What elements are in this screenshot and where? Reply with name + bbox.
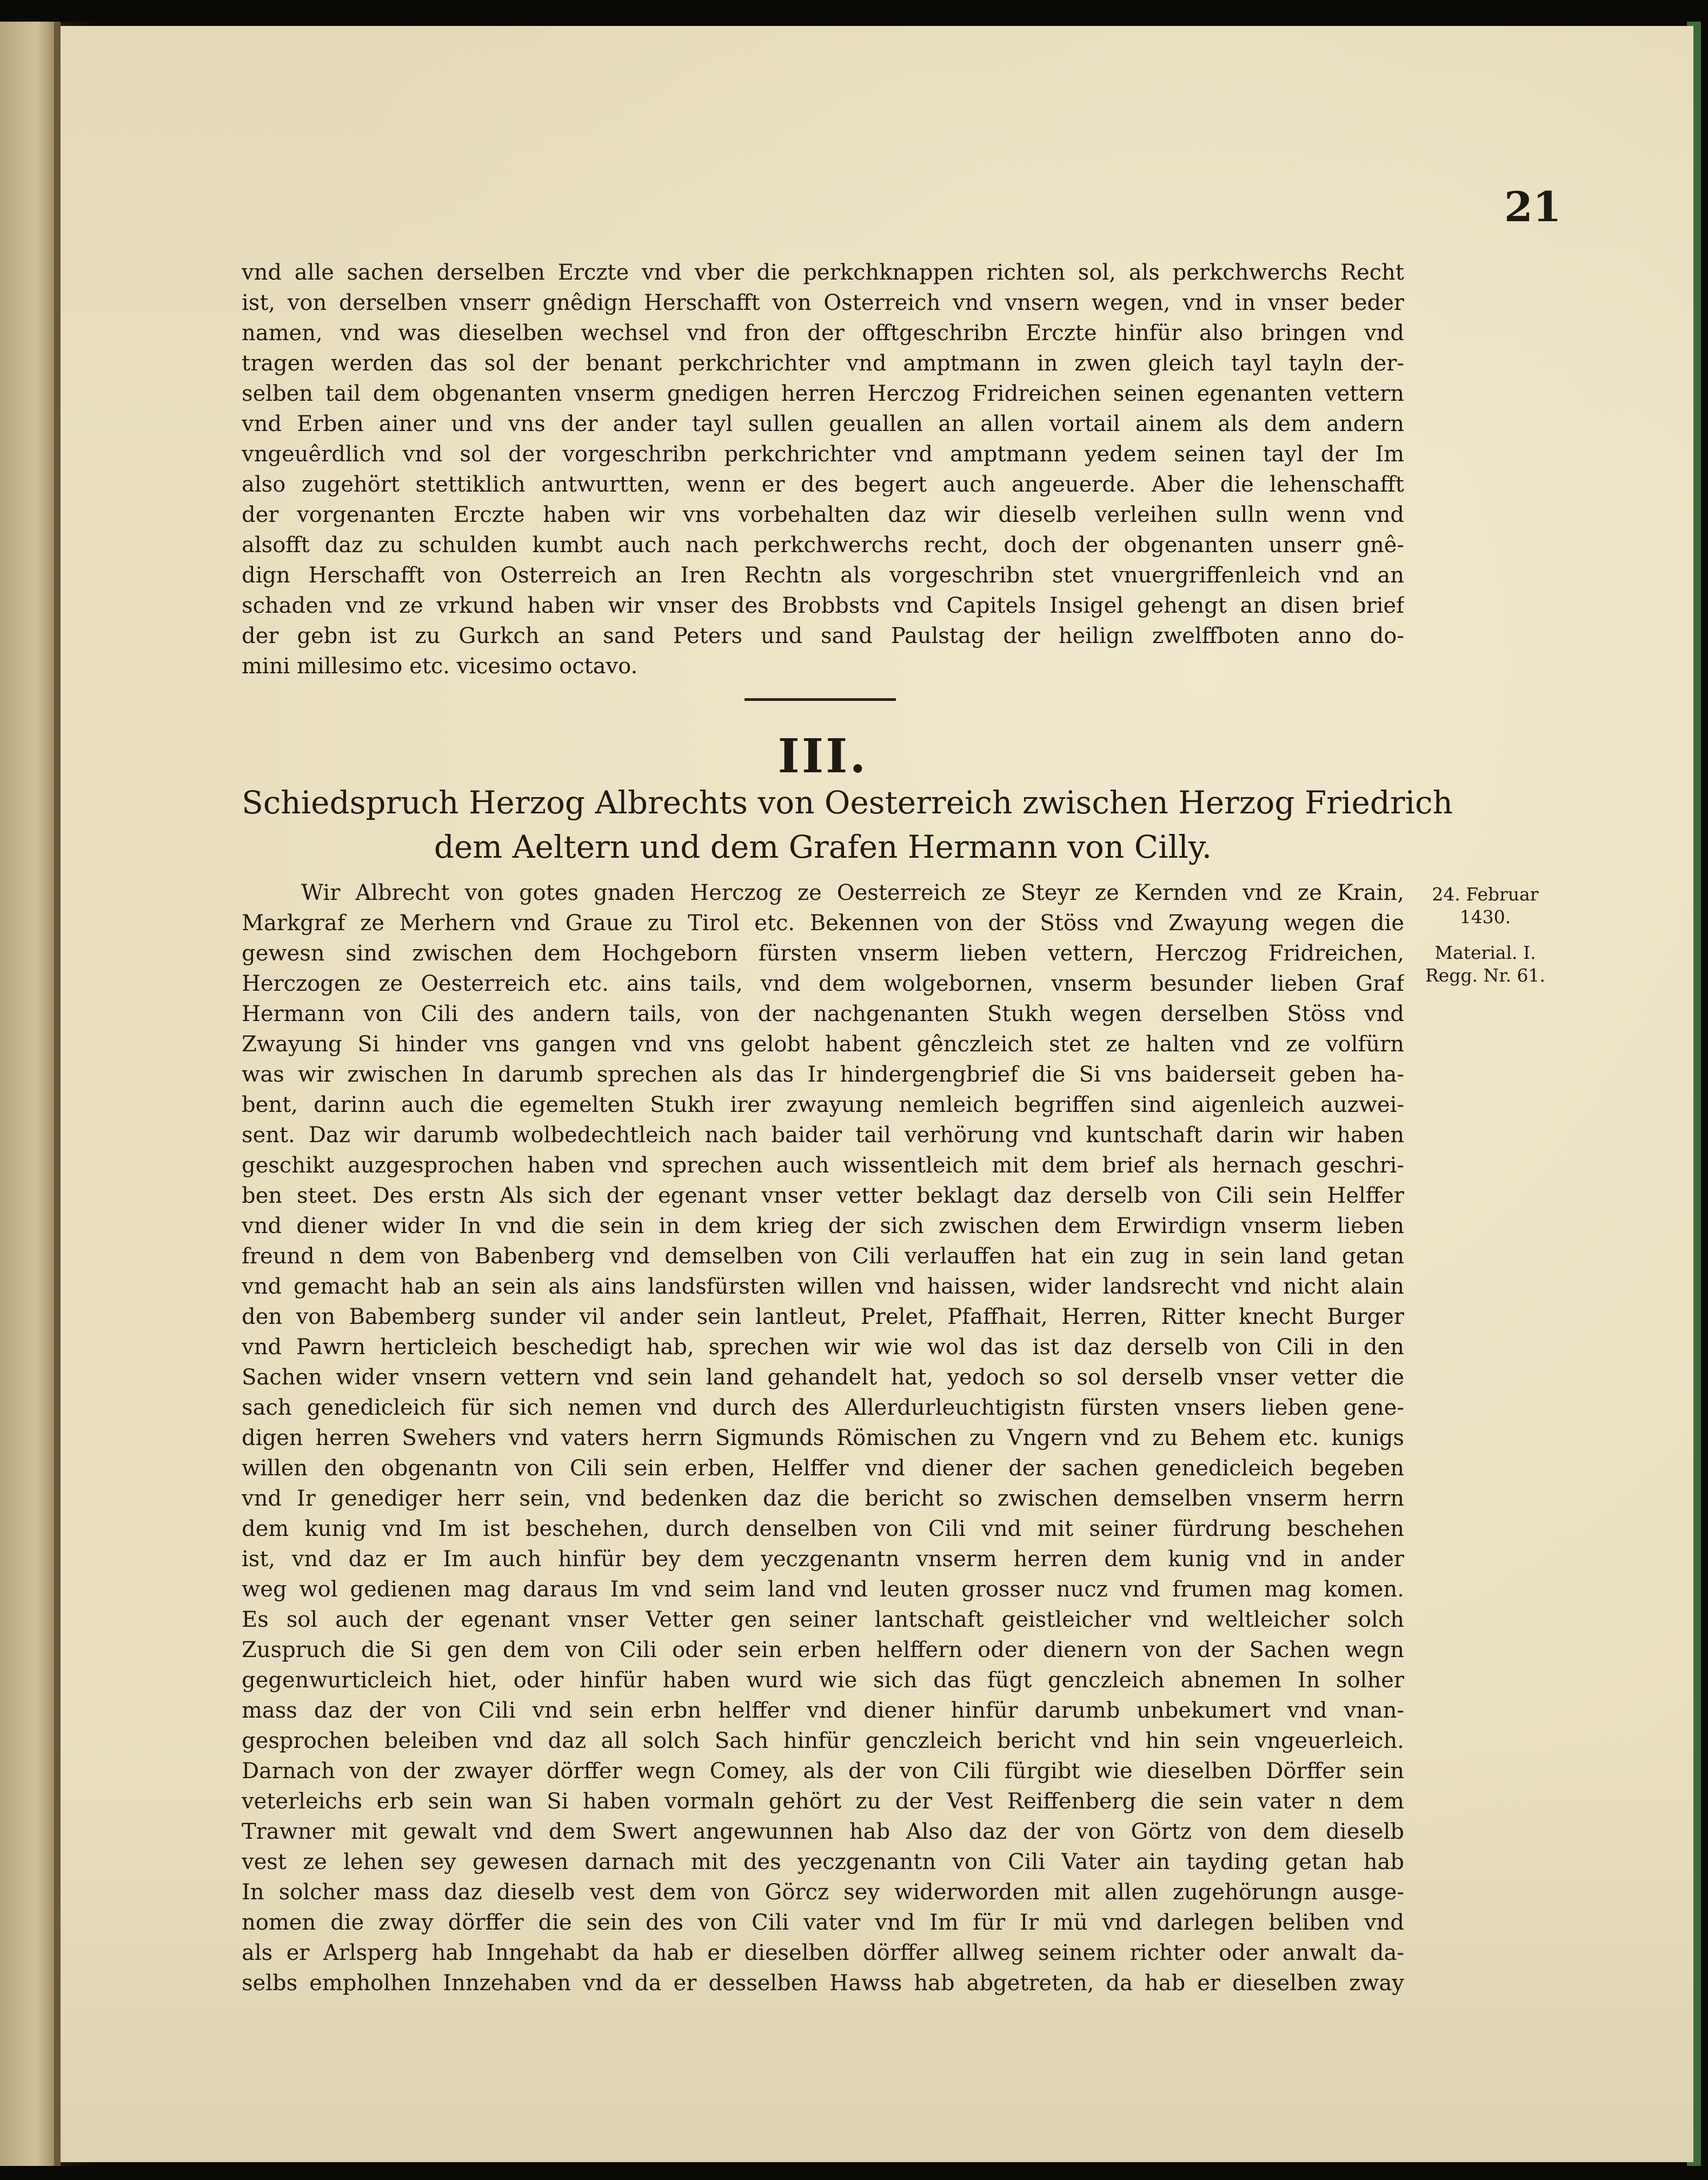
book-page [61, 26, 1693, 2162]
marginal-source: Material. I. [1434, 942, 1536, 963]
text-line: geschikt auzgesprochen haben vnd sprechen auch wissentleich mit dem brief als hernach geschri- [242, 1153, 1404, 1178]
text-line: selbs empholhen Innzehaben vnd da er desselben Hawss hab abgetreten, da hab er dieselben zway [242, 1971, 1404, 1996]
text-line: was wir zwischen In darumb sprechen als das Ir hindergengbrief die Si vns baiderseit geben ha- [242, 1062, 1404, 1087]
text-line: Herczogen ze Oesterreich etc. ains tails, vnd dem wolgebornen, vnserm besunder lieben Graf [242, 971, 1404, 996]
text-line: alsofft daz zu schulden kumbt auch nach perkchwerchs recht, doch der obgenanten unserr gnê- [242, 533, 1404, 558]
text-line: vnd Pawrn herticleich beschedigt hab, sprechen wir wie wol das ist daz derselb von Cili in den [242, 1335, 1404, 1360]
section-number: III. [777, 729, 868, 784]
text-line: digen herren Swehers vnd vaters herrn Sigmunds Römischen zu Vngern vnd zu Behem etc. kunigs [242, 1426, 1404, 1450]
text-line: In solcher mass daz dieselb vest dem von Görcz sey widerworden mit allen zugehörungn ausge- [242, 1880, 1404, 1905]
text-line: Zwayung Si hinder vns gangen vnd vns gelobt habent gênczleich stet ze halten vnd ze volfürn [242, 1032, 1404, 1057]
text-line: Markgraf ze Merhern vnd Graue zu Tirol etc. Bekennen von der Stöss vnd Zwayung wegen die [242, 911, 1404, 936]
text-line: der vorgenanten Erczte haben wir vns vorbehalten daz wir dieselb verleihen sulln wenn vnd [242, 502, 1404, 527]
text-line: weg wol gedienen mag daraus Im vnd seim land vnd leuten grosser nucz vnd frumen mag komen. [242, 1577, 1404, 1602]
text-line: als er Arlsperg hab Inngehabt da hab er dieselben dörffer allweg seinem richter oder anwalt da- [242, 1940, 1404, 1965]
facing-page-edge [0, 22, 61, 2166]
text-line: Es sol auch der egenant vnser Vetter gen seiner lantschaft geistleicher vnd weltleicher solch [242, 1607, 1404, 1632]
page-number: 21 [1504, 183, 1561, 231]
text-line: dem kunig vnd Im ist beschehen, durch denselben von Cili vnd mit seiner fürdrung beschehen [242, 1516, 1404, 1541]
text-line: vnd Ir genediger herr sein, vnd bedenken daz die bericht so zwischen demselben vnserm herrn [242, 1486, 1404, 1511]
text-line: sent. Daz wir darumb wolbedechtleich nach baider tail verhörung vnd kuntschaft darin wir haben [242, 1123, 1404, 1148]
section-divider [745, 698, 896, 701]
text-line: Darnach von der zwayer dörffer wegn Comey, als der von Cili fürgibt wie dieselben Dörffer sein [242, 1759, 1404, 1784]
section-title-line: dem Aeltern und dem Grafen Hermann von Cilly. [434, 829, 1212, 865]
text-line: veterleichs erb sein wan Si haben vormaln gehört zu der Vest Reiffenberg die sein vater n dem [242, 1789, 1404, 1814]
text-line: vnd Erben ainer und vns der ander tayl sullen geuallen an allen vortail ainem als dem andern [242, 412, 1404, 436]
text-line: freund n dem von Babenberg vnd demselben von Cili verlauffen hat ein zug in sein land getan [242, 1244, 1404, 1269]
text-line: gesprochen beleiben vnd daz all solch Sach hinfür genczleich bericht vnd hin sein vngeuerleich. [242, 1728, 1404, 1753]
text-line: den von Babemberg sunder vil ander sein lantleut, Prelet, Pfaffhait, Herren, Ritter knecht Burger [242, 1304, 1404, 1329]
text-line: also zugehört stettiklich antwurtten, wenn er des begert auch angeuerde. Aber die lehenschafft [242, 472, 1404, 497]
text-line: dign Herschafft von Osterreich an Iren Rechtn als vorgeschribn stet vnuergriffenleich vnd an [242, 563, 1404, 588]
text-line: selben tail dem obgenanten vnserm gnedigen herren Herczog Fridreichen seinen egenanten vettern [242, 381, 1404, 406]
text-line: ist, von derselben vnserr gnêdign Herschafft von Osterreich vnd vnsern wegen, vnd in vnser beder [242, 290, 1404, 315]
text-line: vnd gemacht hab an sein als ains landsfürsten willen vnd haissen, wider landsrecht vnd nicht alain [242, 1274, 1404, 1299]
document-body [242, 878, 1404, 1998]
text-line: Hermann von Cili des andern tails, von der nachgenanten Stukh wegen derselben Stöss vnd [242, 1002, 1404, 1026]
section-title [242, 780, 1453, 869]
text-line: sach genedicleich für sich nemen vnd durch des Allerdurleuchtigistn fürsten vnsers lieben gene- [242, 1395, 1404, 1420]
marginal-year: 1430. [1459, 906, 1511, 927]
text-line: tragen werden das sol der benant perkchrichter vnd amptmann in zwen gleich tayl tayln der- [242, 351, 1404, 376]
text-line: Zuspruch die Si gen dem von Cili oder sein erben helffern oder dienern von der Sachen wegn [242, 1638, 1404, 1662]
text-line: gegenwurticleich hiet, oder hinfür haben wurd wie sich das fügt genczleich abnemen In solher [242, 1668, 1404, 1693]
marginal-note [1412, 883, 1558, 987]
text-line: schaden vnd ze vrkund haben wir vnser des Brobbsts vnd Capitels Insigel gehengt an disen brief [242, 593, 1404, 618]
text-line: vest ze lehen sey gewesen darnach mit des yeczgenantn von Cili Vater ain tayding getan hab [242, 1850, 1404, 1874]
text-line: vngeuêrdlich vnd sol der vorgeschribn perkchrichter vnd amptmann yedem seinen tayl der Im [242, 442, 1404, 467]
marginal-spacer [1412, 929, 1558, 942]
text-line: vnd alle sachen derselben Erczte vnd vber die perkchknappen richten sol, als perkchwerchs Recht [242, 260, 1404, 285]
section-title-line: Schiedspruch Herzog Albrechts von Oesterreich zwischen Herzog Friedrich [242, 784, 1453, 821]
text-line: Sachen wider vnsern vettern vnd sein land gehandelt hat, yedoch so sol derselb vnser vetter die [242, 1365, 1404, 1390]
text-line: gewesn sind zwischen dem Hochgeborn fürsten vnserm lieben vettern, Herczog Fridreichen, [242, 941, 1404, 966]
previous-document-text [242, 257, 1404, 681]
marginal-regg: Regg. Nr. 61. [1425, 965, 1546, 986]
text-line: willen den obgenantn von Cili sein erben, Helffer vnd diener der sachen genedicleich begeben [242, 1456, 1404, 1481]
text-line: ben steet. Des erstn Als sich der egenant vnser vetter beklagt daz derselb von Cili sein Helffer [242, 1183, 1404, 1208]
text-line: mini millesimo etc. vicesimo octavo. [242, 654, 638, 679]
text-line: nomen die zway dörffer die sein des von Cili vater vnd Im für Ir mü vnd darlegen beliben vnd [242, 1910, 1404, 1935]
text-line: bent, darinn auch die egemelten Stukh irer zwayung nemleich begriffen sind aigenleich auzwei- [242, 1092, 1404, 1117]
text-line: Wir Albrecht von gotes gnaden Herczog ze Oesterreich ze Steyr ze Kernden vnd ze Krain, [301, 880, 1404, 905]
text-line: namen, vnd was dieselben wechsel vnd fron der offtgeschribn Erczte hinfür also bringen vnd [242, 321, 1404, 346]
text-line: mass daz der von Cili vnd sein erbn helffer vnd diener hinfür darumb unbekumert vnd vnan- [242, 1698, 1404, 1723]
marginal-date: 24. Februar [1432, 884, 1539, 905]
text-line: vnd diener wider In vnd die sein in dem krieg der sich zwischen dem Erwirdign vnserm lieben [242, 1214, 1404, 1238]
text-line: der gebn ist zu Gurkch an sand Peters und sand Paulstag der heilign zwelffboten anno do- [242, 624, 1404, 648]
text-line: Trawner mit gewalt vnd dem Swert angewunnen hab Also daz der von Görtz von dem dieselb [242, 1819, 1404, 1844]
text-line: ist, vnd daz er Im auch hinfür bey dem yeczgenantn vnserm herren dem kunig vnd in ander [242, 1547, 1404, 1572]
